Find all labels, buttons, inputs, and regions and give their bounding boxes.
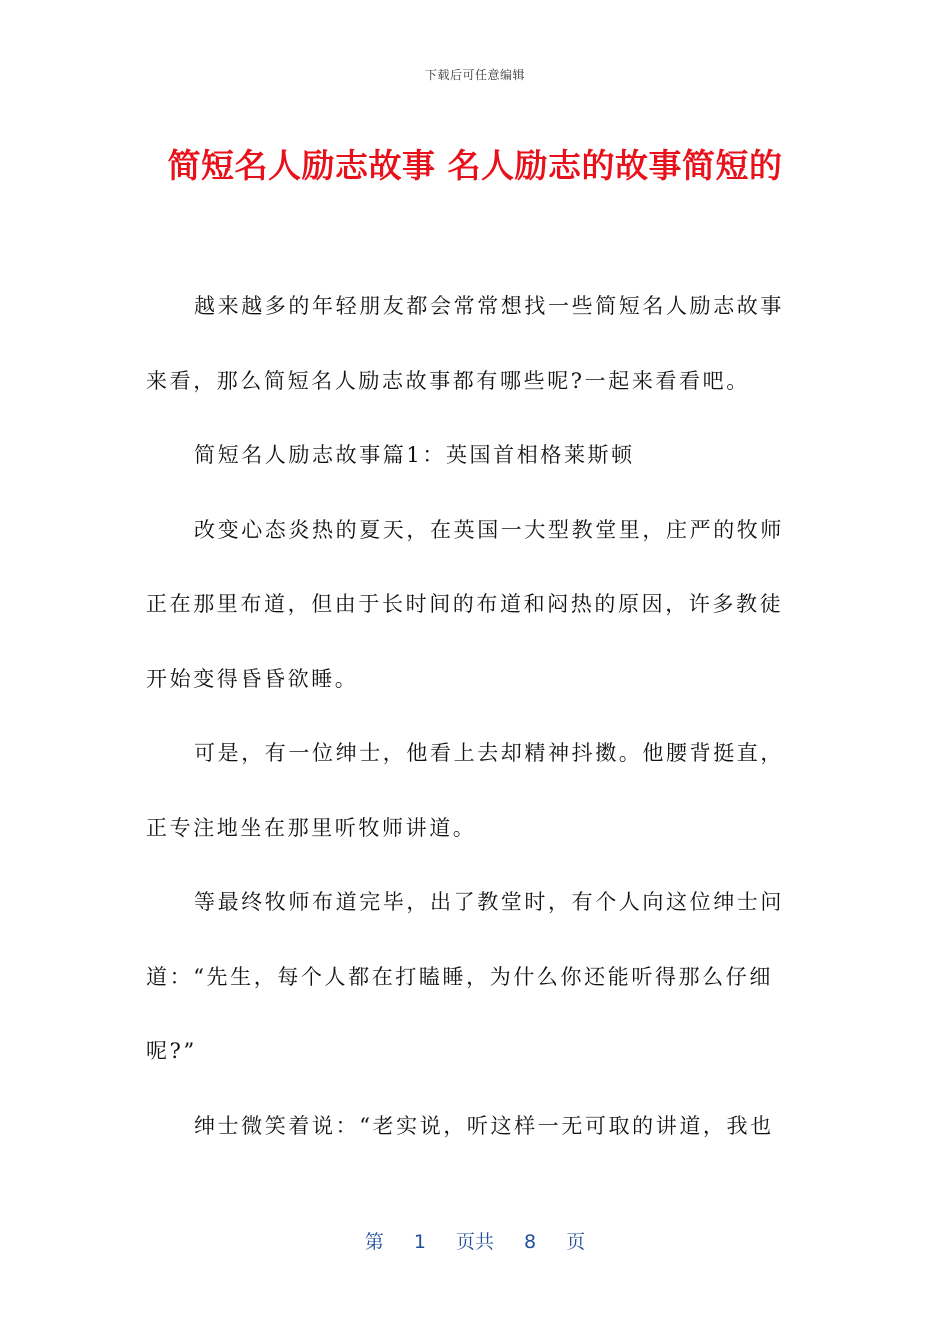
- paragraph: 改变心态炎热的夏天，在英国一大型教堂里，庄严的牧师正在那里布道，但由于长时间的布道和闷热的原因，许多教徒开始变得昏昏欲睡。: [146, 517, 784, 691]
- paragraph: 越来越多的年轻朋友都会常常想找一些简短名人励志故事来看，那么简短名人励志故事都有哪些呢?一起来看看吧。: [146, 294, 784, 393]
- paragraph: 可是，有一位绅士，他看上去却精神抖擞。他腰背挺直，正专注地坐在那里听牧师讲道。: [146, 741, 784, 840]
- footer-label-total: 页共: [455, 1231, 494, 1253]
- footer-current-page: 1: [413, 1231, 426, 1253]
- footer-label-end: 页: [566, 1231, 586, 1253]
- paragraph: 简短名人励志故事篇1：英国首相格莱斯顿: [194, 443, 635, 467]
- header-note: 下载后可任意编辑: [424, 68, 525, 82]
- paragraph: 绅士微笑着说：“老实说，听这样一无可取的讲道，我也: [194, 1113, 774, 1138]
- paragraph: 等最终牧师布道完毕，出了教堂时，有个人向这位绅士问道：“先生，每个人都在打瞌睡，为什么你还能听得那么仔细呢?”: [146, 890, 784, 1063]
- document-title: 简短名人励志故事 名人励志的故事简短的: [167, 146, 783, 185]
- footer-total-pages: 8: [524, 1231, 537, 1253]
- document-body: [146, 269, 796, 1163]
- page-footer: [0, 1227, 950, 1254]
- footer-label-page: 第: [364, 1231, 384, 1253]
